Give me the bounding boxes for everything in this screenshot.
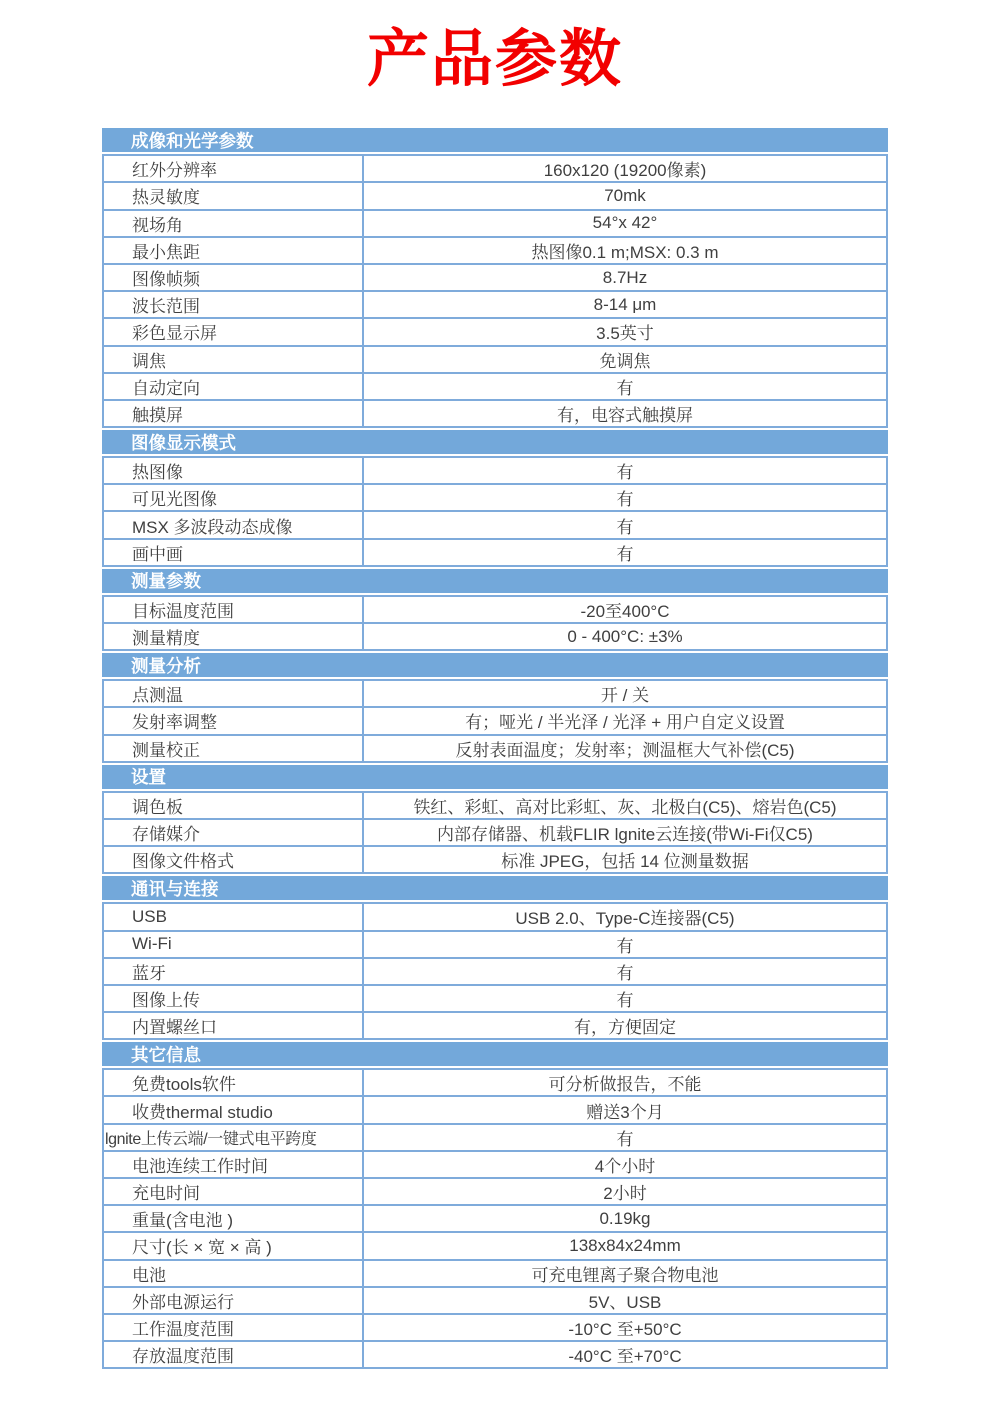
section-header	[102, 765, 888, 789]
section-header-label: 设置	[131, 767, 166, 788]
spec-label: 存储媒介	[104, 820, 364, 845]
spec-value: 160x120 (19200像素)	[543, 161, 707, 181]
spec-label: 电池	[104, 1261, 364, 1286]
spec-value: 有	[616, 490, 634, 510]
spec-value: 8.7Hz	[602, 267, 648, 287]
spec-value: 有	[616, 1129, 634, 1149]
spec-label: 波长范围	[104, 292, 364, 317]
spec-value: 有	[616, 463, 634, 483]
table-row	[102, 156, 888, 183]
table-row	[102, 1070, 888, 1097]
spec-label: 调色板	[104, 793, 364, 818]
spec-label: 图像文件格式	[104, 847, 364, 872]
spec-value: 0.19kg	[599, 1208, 651, 1228]
spec-label: 内置螺丝口	[104, 1013, 364, 1038]
table-row	[102, 1342, 888, 1369]
spec-value: 54°x 42°	[592, 213, 658, 233]
table-row	[102, 597, 888, 624]
table-row	[102, 540, 888, 567]
spec-value: 3.5英寸	[596, 324, 654, 344]
spec-label: 目标温度范围	[104, 597, 364, 622]
spec-label: 热图像	[104, 458, 364, 483]
table-row	[102, 183, 888, 210]
spec-value: 70mk	[604, 185, 646, 205]
table-row	[102, 932, 888, 959]
section-rows	[102, 456, 888, 567]
section-header	[102, 569, 888, 593]
spec-label: 热灵敏度	[104, 183, 364, 208]
spec-label: 视场角	[104, 211, 364, 236]
spec-label: 红外分辨率	[104, 156, 364, 181]
section-header-label: 其它信息	[131, 1044, 201, 1065]
table-row	[102, 986, 888, 1013]
spec-label: 图像上传	[104, 986, 364, 1011]
table-row	[102, 1125, 888, 1152]
table-row	[102, 681, 888, 708]
table-row	[102, 458, 888, 485]
table-row	[102, 1097, 888, 1124]
spec-table	[102, 128, 888, 1369]
table-row	[102, 238, 888, 265]
table-row	[102, 292, 888, 319]
spec-label: 免费tools软件	[104, 1070, 364, 1095]
spec-value: 2小时	[603, 1184, 647, 1204]
spec-label: MSX 多波段动态成像	[104, 512, 364, 537]
spec-value: 有	[616, 963, 634, 983]
section-header	[102, 1042, 888, 1066]
spec-value: USB 2.0、Type-C连接器(C5)	[515, 909, 735, 929]
section-header	[102, 430, 888, 454]
table-row	[102, 211, 888, 238]
spec-label: 工作温度范围	[104, 1315, 364, 1340]
spec-label: 蓝牙	[104, 959, 364, 984]
spec-label: 电池连续工作时间	[104, 1152, 364, 1177]
table-row	[102, 847, 888, 874]
spec-label: 尺寸(长 × 宽 × 高 )	[104, 1233, 364, 1258]
spec-label: 自动定向	[104, 374, 364, 399]
spec-label: 点测温	[104, 681, 364, 706]
table-row	[102, 904, 888, 931]
table-row	[102, 1315, 888, 1342]
spec-value: 有	[616, 936, 634, 956]
table-row	[102, 793, 888, 820]
spec-value: 铁红、彩虹、高对比彩虹、灰、北极白(C5)、熔岩色(C5)	[413, 797, 837, 817]
spec-value: -40°C 至+70°C	[568, 1347, 682, 1367]
spec-value: 可充电锂离子聚合物电池	[531, 1265, 719, 1285]
table-row	[102, 708, 888, 735]
spec-label: USB	[104, 904, 364, 929]
table-row	[102, 1179, 888, 1206]
table-row	[102, 265, 888, 292]
spec-value: 8-14 μm	[593, 294, 657, 314]
section-rows	[102, 595, 888, 651]
section-header-label: 测量分析	[131, 655, 201, 676]
section-header	[102, 653, 888, 677]
spec-label: Wi-Fi	[104, 932, 364, 957]
spec-value: 有	[616, 990, 634, 1010]
spec-label: 测量精度	[104, 624, 364, 649]
spec-value: -20至400°C	[580, 601, 670, 621]
spec-value: 有	[616, 378, 634, 398]
spec-value: -10°C 至+50°C	[568, 1320, 682, 1340]
spec-value: 有，电容式触摸屏	[557, 405, 693, 425]
spec-label: lgnite上传云端/一键式电平跨度	[104, 1125, 364, 1150]
table-row	[102, 1206, 888, 1233]
table-row	[102, 1152, 888, 1179]
table-row	[102, 1013, 888, 1040]
spec-value: 5V、USB	[588, 1292, 662, 1312]
spec-label: 触摸屏	[104, 401, 364, 426]
spec-label: 重量(含电池 )	[104, 1206, 364, 1231]
spec-label: 调焦	[104, 347, 364, 372]
spec-value: 免调焦	[599, 351, 651, 371]
spec-value: 赠送3个月	[586, 1102, 664, 1122]
table-row	[102, 512, 888, 539]
section-header-label: 图像显示模式	[131, 432, 236, 453]
table-row	[102, 959, 888, 986]
table-row	[102, 624, 888, 651]
page-title: 产品参数	[366, 25, 623, 94]
spec-value: 有，方便固定	[574, 1018, 676, 1038]
spec-label: 画中画	[104, 540, 364, 565]
table-row	[102, 1288, 888, 1315]
spec-label: 彩色显示屏	[104, 319, 364, 344]
spec-value: 有	[616, 517, 634, 537]
section-rows	[102, 154, 888, 428]
spec-label: 发射率调整	[104, 708, 364, 733]
section-rows	[102, 1068, 888, 1369]
table-row	[102, 1233, 888, 1260]
section-rows	[102, 791, 888, 875]
section-header	[102, 876, 888, 900]
spec-value: 可分析做报告，不能	[548, 1075, 702, 1095]
section-header-label: 通讯与连接	[131, 878, 219, 899]
table-row	[102, 1261, 888, 1288]
spec-label: 最小焦距	[104, 238, 364, 263]
spec-value: 138x84x24mm	[569, 1235, 681, 1255]
section-rows	[102, 679, 888, 763]
table-row	[102, 485, 888, 512]
section-rows	[102, 902, 888, 1040]
spec-label: 测量校正	[104, 736, 364, 761]
spec-value: 开 / 关	[600, 686, 650, 706]
spec-label: 存放温度范围	[104, 1342, 364, 1367]
table-row	[102, 347, 888, 374]
spec-value: 有	[616, 544, 634, 564]
spec-label: 可见光图像	[104, 485, 364, 510]
spec-value: 0 - 400°C: ±3%	[567, 626, 683, 646]
spec-value: 反射表面温度；发射率；测温框大气补偿(C5)	[455, 740, 795, 760]
table-row	[102, 319, 888, 346]
section-header-label: 成像和光学参数	[131, 130, 254, 151]
section-header	[102, 128, 888, 152]
spec-label: 收费thermal studio	[104, 1097, 364, 1122]
section-header-label: 测量参数	[131, 571, 201, 592]
spec-label: 充电时间	[104, 1179, 364, 1204]
spec-label: 外部电源运行	[104, 1288, 364, 1313]
table-row	[102, 401, 888, 428]
table-row	[102, 374, 888, 401]
spec-label: 图像帧频	[104, 265, 364, 290]
table-row	[102, 820, 888, 847]
table-row	[102, 736, 888, 763]
spec-value: 内部存储器、机载FLIR lgnite云连接(带Wi-Fi仅C5)	[437, 825, 813, 845]
spec-value: 标准 JPEG，包括 14 位测量数据	[501, 852, 749, 872]
spec-value: 热图像0.1 m;MSX: 0.3 m	[531, 242, 719, 262]
spec-value: 有；哑光 / 半光泽 / 光泽 + 用户自定义设置	[465, 713, 785, 733]
spec-value: 4个小时	[594, 1156, 656, 1176]
